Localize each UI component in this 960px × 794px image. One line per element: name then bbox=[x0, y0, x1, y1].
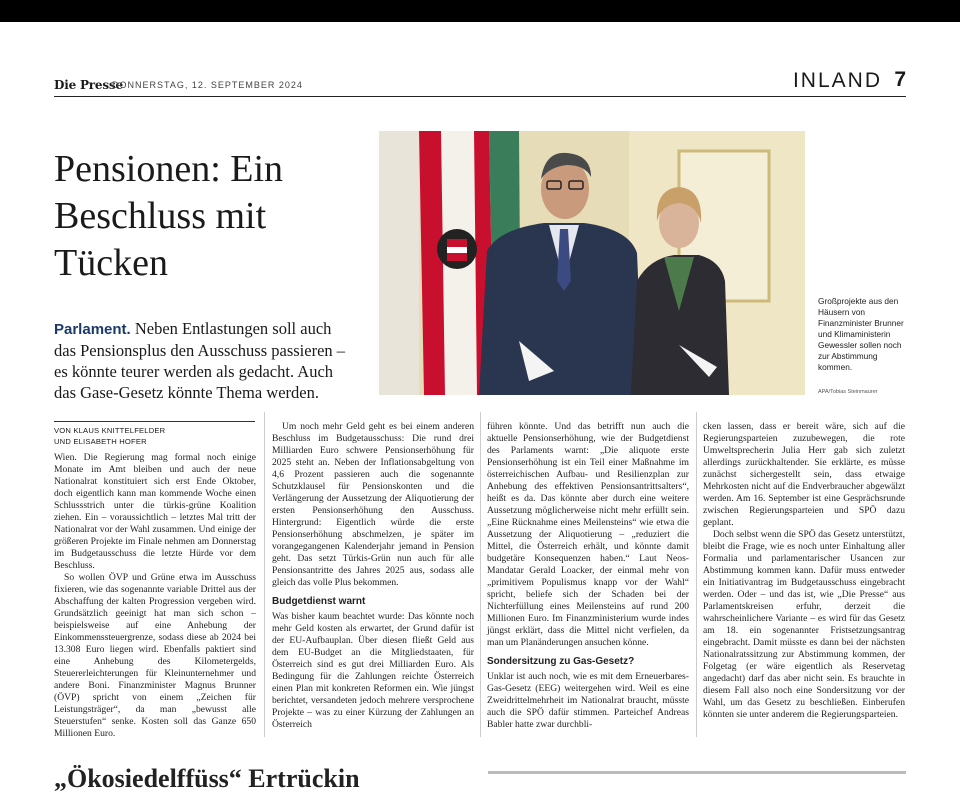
section-name: INLAND bbox=[792, 69, 882, 92]
article-column-4 bbox=[703, 421, 905, 721]
bottom-rule bbox=[488, 771, 906, 774]
newspaper-logo: Die Presse bbox=[54, 78, 123, 92]
column-2-paragraph-1: Um noch mehr Geld geht es bei einem anderen Beschluss im Budgetausschuss: Die rund drei Milliarden Euro schwere Pensionserhöhung für 2025 steht an. Neben der Inflationsabgeltung von 4,6 Prozent passieren auch die sogenannte Schutzklausel für Pensionskonten und die Verlängerung der Aussetzung der Aliquotierung der ersten Pensionserhöhung den Ausschuss. Hintergrund: Eigentlich würde die erste Pensionserhöhung abschmelzen, je später im vorangegangenen Kalenderjahr jemand in Pension geht. Das setzt Türkis-Grün nun auch für alle Pensionsantritte des Jahres 2025 aus, sodass alle gleich das volle Plus bekommen. bbox=[272, 421, 474, 588]
column-4-paragraph-1: cken lassen, dass er bereit wäre, sich auf die Regierungsparteien zuzubewegen, die rote Umweltsprecherin Julia Herr gab sich zuletzt allerdings zurückhaltender. Sie erklärte, es müsse zunächst sichergestellt sein, dass etwaige Mehrkosten nicht auf die Endverbraucher abgewälzt werden. Am 16. September ist eine Gesprächsrunde zwischen Regierungsparteien und SPÖ dazu geplant. bbox=[703, 421, 905, 528]
page-header bbox=[54, 68, 906, 97]
article-column-2 bbox=[272, 421, 474, 731]
issue-date: DONNERSTAG, 12. SEPTEMBER 2024 bbox=[112, 80, 303, 90]
article-lead bbox=[54, 318, 354, 403]
article-headline: Pensionen: Ein Beschluss mit Tücken bbox=[54, 148, 284, 284]
article-column-1 bbox=[54, 452, 256, 740]
article-column-3 bbox=[487, 421, 689, 731]
page-number: 7 bbox=[894, 68, 906, 91]
subheading-budgetdienst: Budgetdienst warnt bbox=[272, 596, 366, 607]
next-article-headline: „Ökosiedelffüss“ Ertrückin bbox=[54, 764, 360, 793]
column-divider-3 bbox=[696, 412, 697, 737]
author-line-2: UND ELISABETH HOFER bbox=[54, 437, 147, 446]
column-1-paragraph-1: Wien. Die Regierung mag formal noch einige Monate im Amt bleiben und auch der neue Nationalrat konstituiert sich erst Ende Oktober, doch eigentlich kann man kommende Woche einen Schlussstrich unter die türkis-grüne Koalition ziehen. Ein – voraussichtlich – letztes Mal tritt der Nationalrat vor der Wahl zusammen. Und einige der größeren Projekte im Finale nehmen am Donnerstag im Budgetausschuss die letzte Hürde vor dem Beschluss. bbox=[54, 452, 256, 571]
photo-caption: Großprojekte aus den Häusern von Finanzminister Brunner und Klimaministerin Gewessler sollen noch zur Abstimmung kommen. bbox=[818, 296, 904, 372]
column-3-paragraph-2: Unklar ist auch noch, wie es mit dem Erneuerbares-Gas-Gesetz (EEG) weitergehen wird. Weil es eine Zweidrittelmehrheit im Nationalrat braucht, müsste auch die SPÖ dafür stimmen. Parteichef Andreas Babler hatte zwar durchbli- bbox=[487, 671, 689, 730]
author-byline bbox=[54, 421, 255, 447]
lead-kicker: Parlament. bbox=[54, 321, 131, 338]
column-2-paragraph-2: Was bisher kaum beachtet wurde: Das könnte noch mehr Geld kosten als erwartet, der Grund dafür ist der EU-Aufbauplan. Über diesen fließt Geld aus dem EU-Budget an die Mitgliedstaaten, für Österreich sind es gut drei Milliarden Euro. Als Bedingung für die Zahlungen reichte Österreich einen Plan mit konkreten Reformen ein. Wie jüngst berichtet, versandeten jedoch mehrere versprochene Projekte – was zu einer Kürzung der Zahlungen an Österreich bbox=[272, 611, 474, 730]
subheading-sondersitzung: Sondersitzung zu Gas-Gesetz? bbox=[487, 656, 635, 667]
column-1-paragraph-2: So wollen ÖVP und Grüne etwa im Ausschuss fixieren, wie das sogenannte variable Drittel aus der Abschaffung der kalten Progression vergeben wird. Grundsätzlich geeinigt hat man sich schon – beispielsweise auf eine Anhebung der Einkommenssteuergrenze, sodass diese ab 2024 bei 13.308 Euro liegen wird. Ebenfalls paktiert sind eine Anhebung des Kilometergelds, Steuererleichterungen für Kleinunternehmer und andere Boni. Finanzminister Magnus Brunner (ÖVP) spricht von einem „Zeichen für Leistungsträger“, da man „bewusst alle Steuerstufen“ senke. Kosten soll das Ganze 650 Millionen Euro. bbox=[54, 572, 256, 739]
column-divider-2 bbox=[480, 412, 481, 737]
austrian-flag-icon bbox=[437, 229, 477, 269]
column-divider-1 bbox=[264, 412, 265, 737]
column-4-paragraph-2: Doch selbst wenn die SPÖ das Gesetz unterstützt, bleibt die Frage, wie es noch unter Einhaltung aller Formalia und parlamentarischer Usancen zur Abstimmung kommen kann. Dafür muss entweder ein Initiativantrag im Budgetausschuss eingebracht werden. Oder – und das ist, wie „Die Presse“ aus Parlamentskreisen erfuhr, derzeit die wahrscheinlichere Variante – es wird für das Gesetz am 18. ein sogenannter Fristsetzungsantrag eingebracht. Damit müsste es dann bei der nächsten Nationalratssitzung zur Abstimmung kommen, der Folgetag (er wäre eigentlich als Reservetag angedacht) darf das aber nicht sein. Es brauchte in diesem Fall also noch eine Sondersitzung vor der Wahl, um das Gesetz zu beschließen. Einberufen könnten sie unter anderem die Regierungsparteien. bbox=[703, 529, 905, 720]
photo-credit: APA/Tobias Steinmaurer bbox=[818, 389, 878, 395]
column-3-paragraph-1: führen könnte. Und das betrifft nun auch die aktuelle Pensionserhöhung, wie der Budgetdienst des Parlaments warnt: „Die aliquote erste Pensionserhöhung ist ein Teil einer Maßnahme im österreichischen Aufbau- und Resilienzplan zur Anhebung des effektiven Pensionsantrittsalters“, heißt es da. Das könnte aber durch eine weitere Aussetzung möglicherweise nicht mehr erfüllt sein. „Eine Rücknahme eines Meilensteins“ wie etwa die Aussetzung der Aliquotierung – „reduziert die Mittel, die Österreich erhält, und könnte damit budgetäre Konsequenzen haben.“ Laut Neos-Mandatar Gerald Loacker, der einmal mehr von „primitivem Populismus knapp vor der Wahl“ spricht, beliefe sich der Schaden bei der Nichterfüllung eines Meilensteins auf rund 200 Millionen Euro. Im Finanzministerium wurde indes jüngst erklärt, dass die Mittel nicht verfielen, da man um Planänderungen ansuchen könne. bbox=[487, 421, 689, 648]
photo-people-icon bbox=[379, 131, 805, 395]
lead-text: Neben Entlastungen soll auch das Pensionsplus den Ausschuss passieren – es könnte teurer werden als gedacht. Auch das Gase-Gesetz könnte Thema werden. bbox=[54, 319, 346, 402]
author-line-1: VON KLAUS KNITTELFELDER bbox=[54, 426, 166, 435]
black-top-bar bbox=[0, 0, 960, 22]
article-photo bbox=[379, 131, 805, 395]
